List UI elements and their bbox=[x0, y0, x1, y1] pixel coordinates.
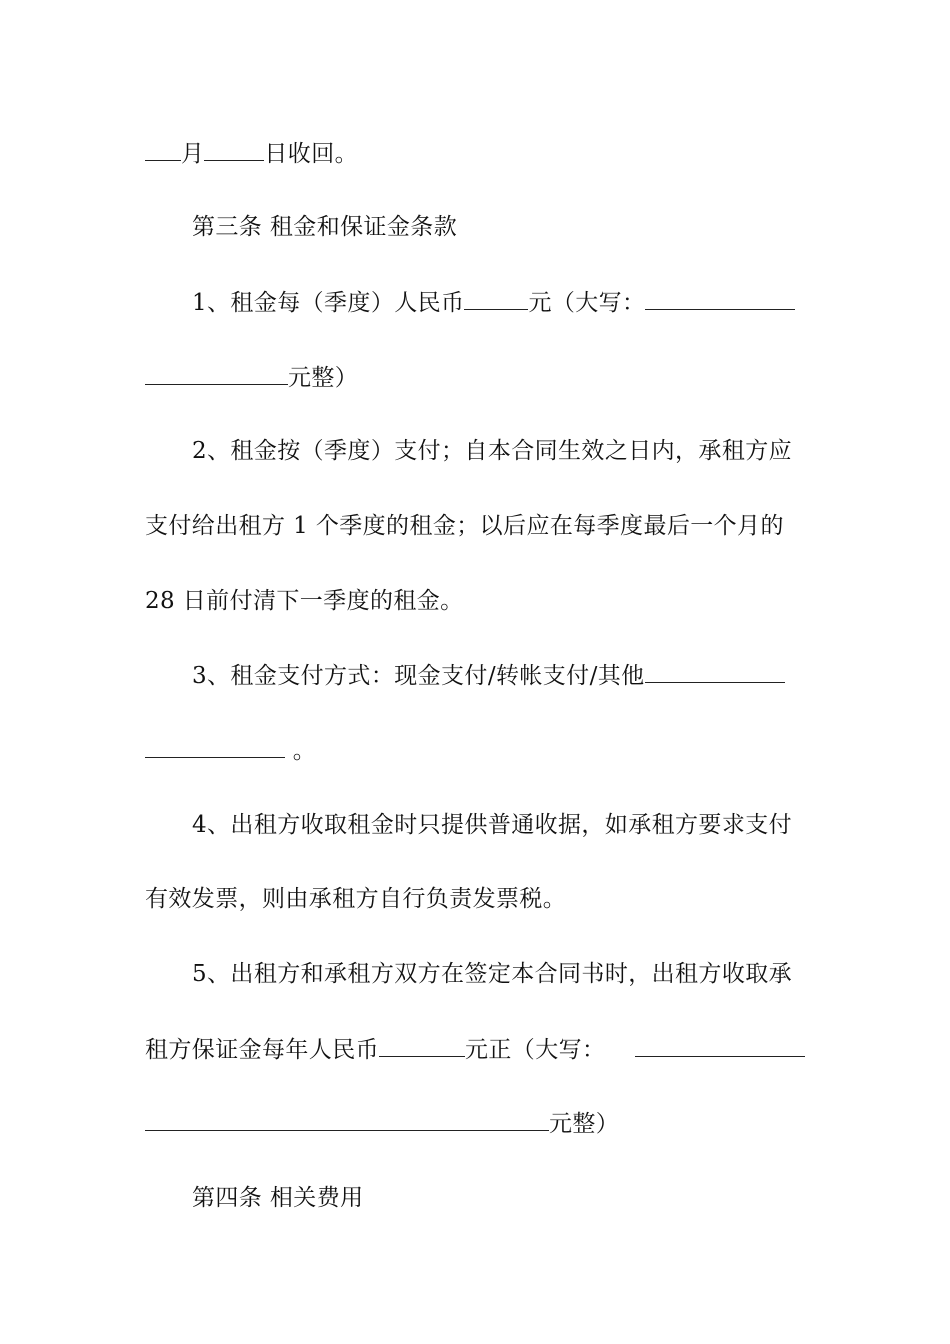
blank-deposit-amount bbox=[379, 1034, 465, 1057]
item-4-line-1: 4、出租方收取租金时只提供普通收据，如承租方要求支付 bbox=[192, 812, 793, 838]
item-2-line-3: 28 日前付清下一季度的租金。 bbox=[145, 588, 464, 614]
blank-day bbox=[204, 138, 264, 161]
blank-deposit-capital bbox=[635, 1034, 805, 1057]
blank-month bbox=[145, 138, 181, 161]
item-3-continuation: 。 bbox=[145, 735, 810, 766]
article-4-title: 第四条 相关费用 bbox=[192, 1185, 364, 1211]
item-3-line: 3、租金支付方式：现金支付/转帐支付/其他 bbox=[192, 660, 810, 691]
item-5-continuation: 元整） bbox=[145, 1108, 810, 1139]
blank-payment-other-cont bbox=[145, 735, 285, 758]
line-month-day-return: 月 日收回。 bbox=[145, 138, 810, 169]
item-2-line-2: 支付给出租方 1 个季度的租金；以后应在每季度最后一个月的 bbox=[145, 513, 784, 539]
blank-rent-amount bbox=[464, 287, 528, 310]
blank-deposit-capital-cont bbox=[145, 1108, 549, 1131]
item-5-line-1: 5、出租方和承租方双方在签定本合同书时，出租方收取承 bbox=[192, 961, 793, 987]
blank-rent-capital bbox=[645, 287, 795, 310]
blank-rent-capital-cont bbox=[145, 362, 288, 385]
item-4-line-2: 有效发票，则由承租方自行负责发票税。 bbox=[145, 886, 567, 912]
blank-payment-other bbox=[645, 660, 785, 683]
item-5-line-2: 租方保证金每年人民币 元正（大写： bbox=[145, 1034, 810, 1065]
item-1-line: 1、租金每（季度）人民币 元（大写： bbox=[192, 287, 810, 318]
item-2-line-1: 2、租金按（季度）支付；自本合同生效之日内，承租方应 bbox=[192, 438, 793, 464]
article-3-title: 第三条 租金和保证金条款 bbox=[192, 214, 458, 240]
item-1-continuation: 元整） bbox=[145, 362, 810, 393]
